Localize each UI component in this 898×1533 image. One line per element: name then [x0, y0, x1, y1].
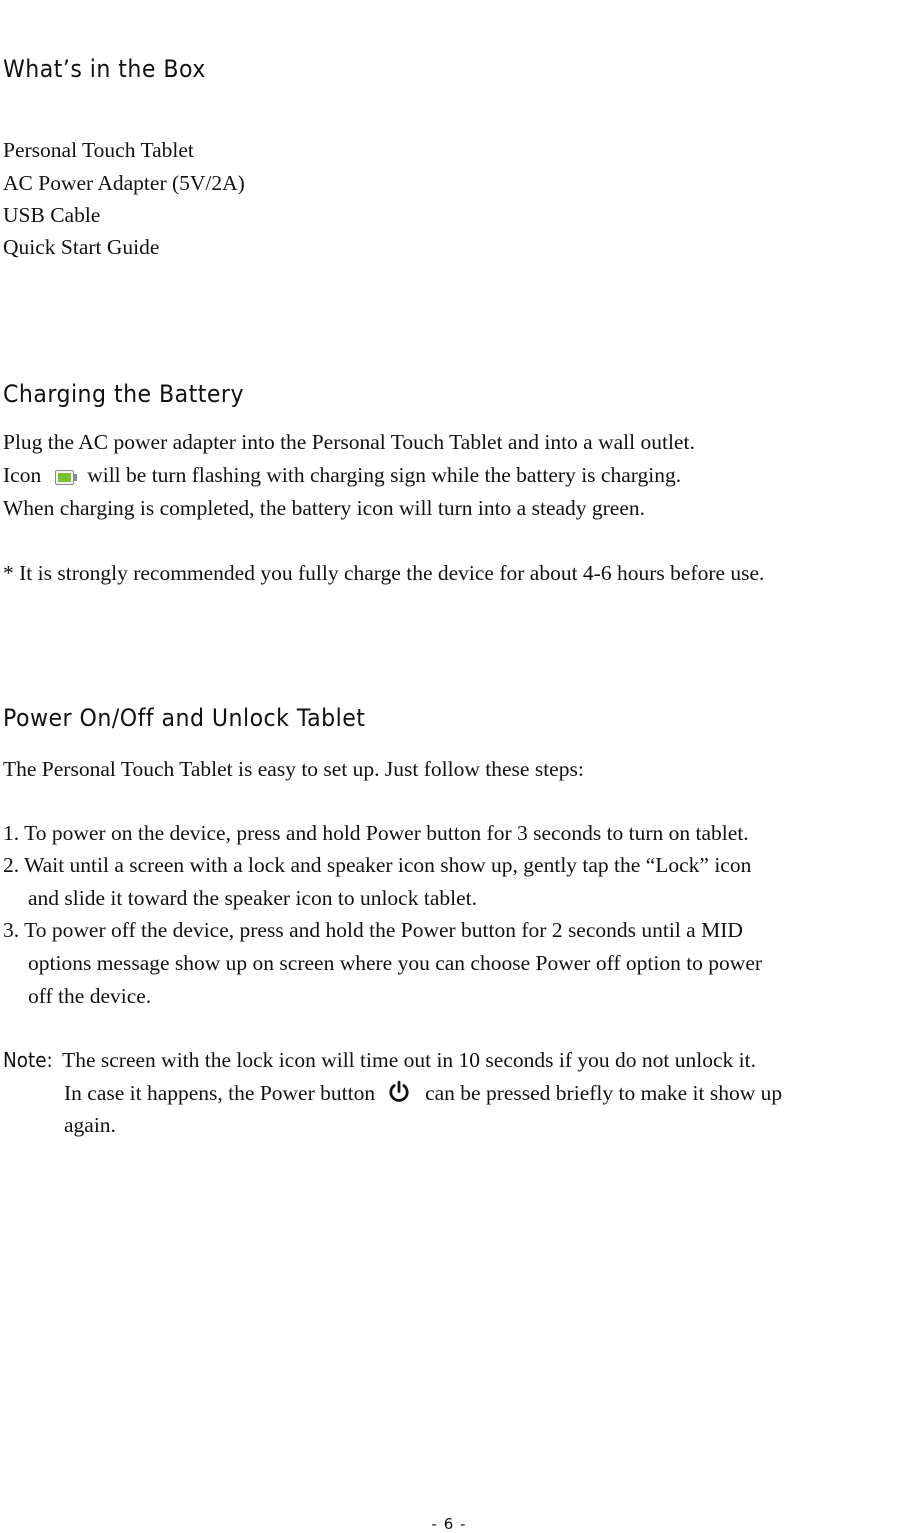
step-2-line-2: and slide it toward the speaker icon to unlock tablet.: [28, 886, 477, 910]
step-3-line-1: 3. To power off the device, press and hold the Power button for 2 seconds until a MID: [3, 918, 743, 942]
step-3-line-3: off the device.: [28, 984, 152, 1008]
whats-in-box-heading: What’s in the Box: [3, 55, 206, 83]
power-unlock-heading: Power On/Off and Unlock Tablet: [3, 704, 366, 732]
box-item-adapter: AC Power Adapter (5V/2A): [3, 171, 245, 195]
charging-recommendation: * It is strongly recommended you fully charge the device for about 4-6 hours before use.: [3, 561, 765, 585]
step-2-line-1: 2. Wait until a screen with a lock and speaker icon show up, gently tap the “Lock” icon: [3, 853, 752, 877]
note-line-1: [3, 1047, 756, 1073]
box-item-tablet: Personal Touch Tablet: [3, 138, 194, 162]
note-text-1: The screen with the lock icon will time out in 10 seconds if you do not unlock it.: [62, 1048, 756, 1072]
note-line-2-prefix: In case it happens, the Power button: [64, 1081, 376, 1105]
power-icon: [387, 1080, 411, 1104]
charging-line-2-suffix: will be turn flashing with charging sign while the battery is charging.: [87, 463, 682, 487]
charging-line-2: [3, 462, 681, 488]
note-line-2-suffix: can be pressed briefly to make it show up: [425, 1081, 783, 1105]
setup-intro: The Personal Touch Tablet is easy to set up. Just follow these steps:: [3, 757, 584, 781]
charging-line-1: Plug the AC power adapter into the Personal Touch Tablet and into a wall outlet.: [3, 430, 695, 454]
note-label: Note:: [3, 1048, 53, 1072]
note-line-3: again.: [64, 1113, 116, 1137]
charging-line-2-prefix: Icon: [3, 463, 42, 487]
charging-line-3: When charging is completed, the battery icon will turn into a steady green.: [3, 496, 646, 520]
box-item-quick-start-guide: Quick Start Guide: [3, 235, 160, 259]
charging-battery-heading: Charging the Battery: [3, 380, 244, 408]
step-1: 1. To power on the device, press and hold Power button for 3 seconds to turn on tablet.: [3, 821, 749, 845]
note-line-2: [64, 1080, 782, 1106]
battery-icon: [55, 470, 77, 485]
box-item-usb-cable: USB Cable: [3, 203, 101, 227]
step-3-line-2: options message show up on screen where you can choose Power off option to power: [28, 951, 763, 975]
page-number: - 6 -: [431, 1515, 467, 1533]
